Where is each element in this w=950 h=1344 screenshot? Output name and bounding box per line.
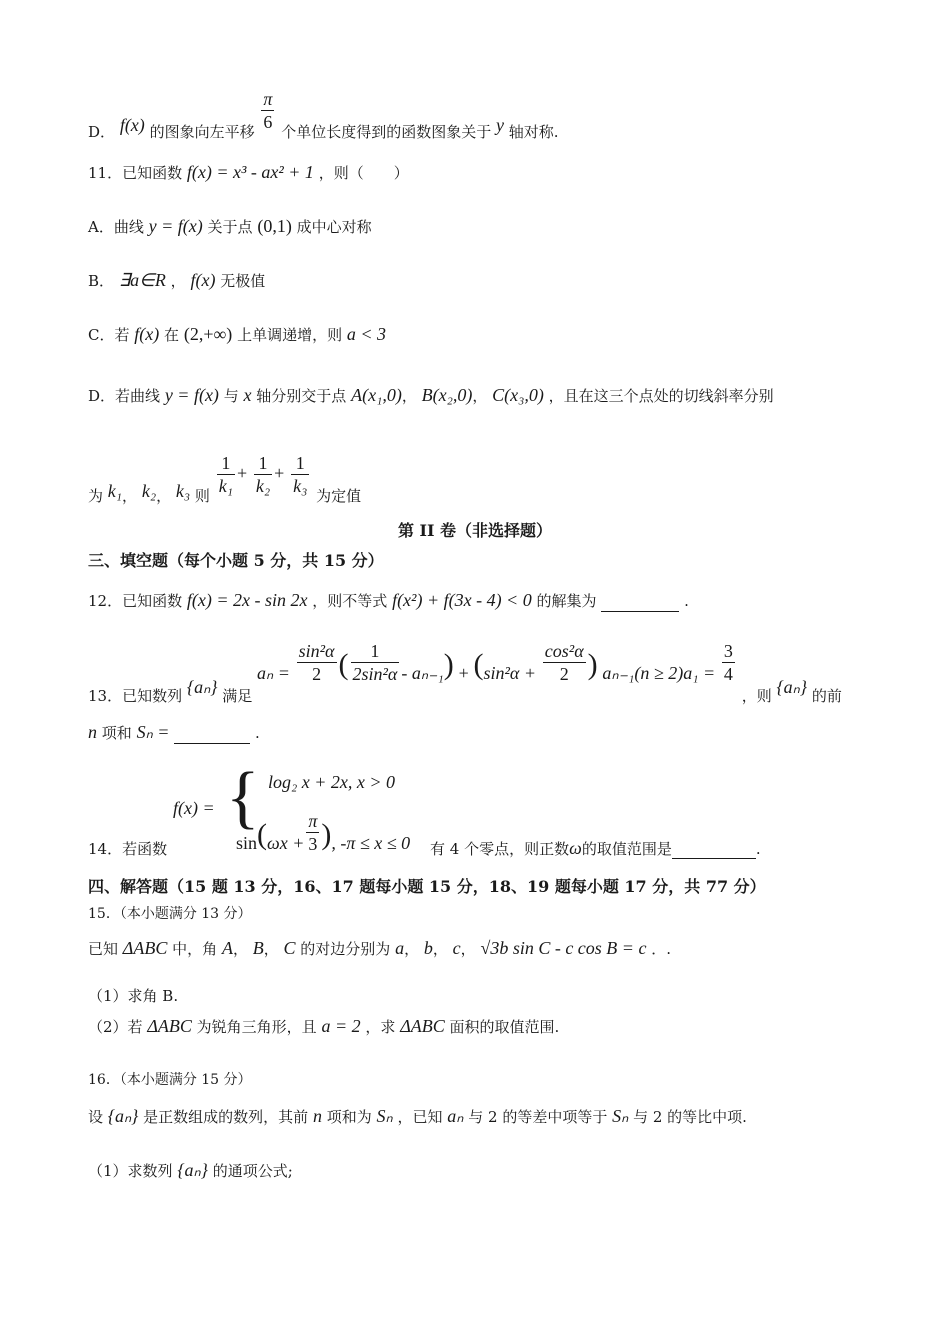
- fraction-1-k1: [217, 452, 235, 497]
- math-term: - aₙ₋₁: [401, 662, 444, 683]
- math-fx: f(x): [134, 324, 160, 344]
- text: 面积的取值范围.: [449, 1018, 560, 1036]
- frac-den: 2sin²α: [352, 664, 398, 684]
- math-var: x: [243, 385, 252, 405]
- section3-heading: 三、填空题（每个小题 5 分，共 15 分）: [88, 551, 384, 570]
- math-point-b: B(x₂,0): [421, 385, 473, 405]
- math-formula: y = f(x): [148, 216, 203, 236]
- fraction-pi-6: [261, 88, 274, 133]
- q15-part2: [88, 1016, 559, 1037]
- text: 项和: [101, 724, 132, 742]
- math-var: A: [221, 938, 233, 958]
- answer-blank[interactable]: [672, 840, 756, 859]
- text: 的对边分别为: [300, 940, 391, 958]
- math-var: c: [452, 938, 461, 958]
- text: .: [684, 592, 689, 610]
- frac-den: 3: [308, 834, 318, 854]
- option-label: B．: [88, 272, 115, 290]
- math-var: C: [283, 938, 296, 958]
- math-equation: √3b sin C - c cos B = c: [480, 938, 647, 958]
- math-condition: a < 3: [346, 324, 387, 344]
- math-var: b: [423, 938, 433, 958]
- answer-blank[interactable]: [601, 591, 679, 612]
- frac-num: π: [263, 89, 273, 109]
- q14-tail: [430, 838, 761, 859]
- option-label: C．若: [88, 326, 130, 344]
- text: 成中心对称: [296, 218, 372, 236]
- text: 的图象向左平移: [149, 122, 255, 141]
- text: 与 2 的等差中项等于: [468, 1108, 608, 1126]
- question-text: 13．已知数列: [88, 686, 183, 705]
- text: .: [254, 724, 260, 742]
- frac-den: 2: [559, 664, 569, 684]
- q10-option-d: [88, 82, 559, 141]
- option-label: D．: [88, 122, 116, 141]
- text: 与: [223, 387, 239, 405]
- question-text: 14．若函数: [88, 840, 168, 858]
- math-omega: ω: [569, 838, 582, 858]
- math-seq: {aₙ}: [177, 1160, 208, 1180]
- text: 轴对称.: [508, 122, 559, 141]
- math-equation: a = 2: [321, 1016, 361, 1036]
- frac-num: 1: [291, 452, 309, 475]
- math-sn: Sₙ: [376, 1106, 393, 1126]
- question-text: 11．已知函数: [88, 164, 183, 182]
- text: .: [755, 840, 761, 858]
- math-sn: Sₙ: [612, 1106, 629, 1126]
- fraction-1-k2: [254, 452, 272, 497]
- text: 个单位长度得到的函数图象关于: [281, 122, 492, 141]
- text: 设: [88, 1108, 104, 1126]
- math-fx: f(x) =: [173, 798, 215, 818]
- math-seq: {aₙ}: [776, 676, 808, 697]
- math-case2: sin(ωx + $\frac{\pi}{3}$ ), -π ≤ x ≤ 0: [236, 811, 411, 854]
- text: ，: [170, 272, 186, 290]
- text: 的前: [811, 686, 842, 705]
- math-formula: f(x) = 2x - sin 2x: [186, 590, 308, 610]
- math-triangle: ΔABC: [122, 938, 168, 958]
- math-term: ωx +: [267, 832, 305, 853]
- math-interval: (2,+∞): [183, 324, 233, 344]
- text: 满足: [222, 686, 253, 705]
- q11-option-d: D．若曲线 y = f(x) 与 x 轴分别交于点 A(x₁,0)， B(x₂,0)， C(x₃,0) ，且在这三个点处的切线斜率分别: [88, 385, 774, 405]
- q12: [88, 590, 689, 612]
- text: 的解集为: [536, 592, 597, 610]
- frac-den: k₁: [218, 476, 233, 496]
- q11-option-c: [88, 324, 386, 345]
- math-seq: {aₙ}: [186, 676, 218, 697]
- frac-num: 1: [254, 452, 272, 475]
- frac-den: k₂: [255, 476, 271, 496]
- fraction-1-k3: [291, 452, 309, 497]
- frac-num: π: [308, 811, 318, 831]
- frac-num: cos²α: [544, 641, 584, 661]
- text: ，已知: [397, 1108, 443, 1126]
- math-op: +: [458, 662, 469, 683]
- math-point-c: C(x₃,0): [492, 385, 544, 405]
- frac-den: k₃: [293, 476, 308, 496]
- math-term: aₙ₋₁(n ≥ 2)a₁ =: [602, 662, 716, 683]
- math-formula: f(x) = x³ - ax² + 1: [186, 162, 314, 182]
- math-an: aₙ: [447, 1106, 464, 1126]
- q13: 13．已知数列 {aₙ} 满足 aₙ = $\frac{\text{sin²α}}{2}$ ( $\frac{1}{\text{2sin²α}}$ - aₙ₋₁) + (sin²α + $\frac{\text{cos²α}}{2}$ ) aₙ₋₁(n ≥ 2)a₁ = $\frac{3}{4}$ ，则 {aₙ} 的前: [88, 641, 842, 705]
- q13-line2: [88, 722, 260, 744]
- text: （2）若: [88, 1018, 143, 1036]
- text: 则: [194, 486, 210, 505]
- math-var: B: [252, 938, 264, 958]
- question-text: 12．已知函数: [88, 592, 183, 610]
- fraction-cos2-2: [543, 640, 586, 685]
- math-lhs: aₙ =: [257, 662, 290, 683]
- q16-stem: [88, 1106, 747, 1127]
- q15-part1: （1）求角 B.: [88, 987, 179, 1005]
- text: 在: [164, 326, 180, 344]
- math-seq: {aₙ}: [107, 1106, 139, 1126]
- text: 为定值: [316, 486, 362, 505]
- math-var: n: [88, 722, 97, 742]
- text: 是正数组成的数列，其前: [143, 1108, 309, 1126]
- q15-header: 15．（本小题满分 13 分）: [88, 906, 252, 922]
- math-k2: k₂: [141, 480, 157, 501]
- math-fn: sin: [236, 832, 258, 853]
- math-point-a: A(x₁,0): [351, 385, 402, 405]
- option-label: D．若曲线: [88, 387, 161, 405]
- brace-icon: {: [226, 759, 260, 836]
- text: 的通项公式;: [212, 1162, 293, 1180]
- q14: [0, 759, 950, 862]
- math-var: a: [395, 938, 405, 958]
- text: 有 4 个零点，则正数: [430, 840, 570, 858]
- q11-option-d-line2: 为 k₁， k₂， k₃ 则 $\frac{1}{\text{k₁}}$ + $\frac{1}{\text{k₂}}$ + $\frac{1}{\text{k₃}}$ 为定值: [88, 453, 362, 505]
- q11-stem: [88, 162, 409, 183]
- option-label: A．曲线: [88, 218, 144, 236]
- fraction-3-4: [722, 640, 735, 685]
- math-case1: log₂ x + 2x, x > 0: [268, 772, 396, 792]
- frac-den: 2: [312, 664, 322, 684]
- frac-den: 6: [263, 112, 273, 132]
- fraction-1-2sin2: [351, 640, 400, 685]
- math-inequality: f(x²) + f(3x - 4) < 0: [392, 590, 532, 610]
- math-k3: k₃: [175, 480, 191, 501]
- q15-stem: 已知 ΔABC 中，角 A， B， C 的对边分别为 a， b， c， √3b sin C - c cos B = c ．.: [88, 938, 671, 958]
- math-k1: k₁: [107, 480, 123, 501]
- text: 轴分别交于点: [256, 387, 347, 405]
- math-sn: Sₙ =: [136, 722, 170, 742]
- text: （1）求数列: [88, 1162, 173, 1180]
- q16-part1: [88, 1160, 293, 1181]
- math-point: (0,1): [257, 216, 292, 236]
- fraction-sin2-2: [297, 640, 337, 685]
- part2-title: 第 II 卷（非选择题）: [397, 521, 553, 540]
- frac-num: 1: [217, 452, 235, 475]
- text: ，则不等式: [312, 592, 388, 610]
- math-var: y: [495, 114, 504, 135]
- math-fx: f(x): [119, 114, 145, 135]
- text: 与 2 的等比中项.: [633, 1108, 747, 1126]
- text: 无极值: [220, 272, 266, 290]
- text: ．.: [651, 940, 671, 958]
- math-triangle: ΔABC: [400, 1016, 445, 1036]
- section4-heading: 四、解答题（15 题 13 分，16、17 题每小题 15 分，18、19 题每小题 17 分，共 77 分）: [88, 877, 766, 896]
- frac-num: 1: [351, 640, 400, 663]
- text: 已知: [88, 940, 119, 958]
- q11-option-b: [88, 270, 265, 291]
- math-cond: , -π ≤ x ≤ 0: [331, 832, 411, 853]
- text: ，则: [741, 686, 772, 705]
- math-formula: ∃a∈R: [118, 270, 166, 290]
- text: ，且在这三个点处的切线斜率分别: [548, 387, 774, 405]
- q11-option-a: [88, 216, 372, 237]
- q16-header: 16．（本小题满分 15 分）: [88, 1072, 252, 1088]
- frac-num: 3: [723, 641, 733, 661]
- text: 为: [88, 486, 104, 505]
- text: 上单调递增，则: [237, 326, 343, 344]
- answer-blank[interactable]: [174, 723, 250, 744]
- text: 为锐角三角形，且: [196, 1018, 317, 1036]
- text: 项和为: [326, 1108, 372, 1126]
- math-formula: y = f(x): [164, 385, 219, 405]
- text: 中，角: [172, 940, 218, 958]
- math-fx: f(x): [190, 270, 216, 290]
- fraction-pi-3: [306, 810, 319, 855]
- frac-den: 4: [723, 664, 733, 684]
- question-text: ，则（ ）: [318, 164, 409, 182]
- text: ，求: [365, 1018, 396, 1036]
- math-var: n: [312, 1106, 322, 1126]
- text: 关于点: [207, 218, 253, 236]
- text: 的取值范围是: [581, 840, 672, 858]
- frac-num: sin²α: [298, 641, 335, 661]
- math-term: sin²α +: [483, 662, 537, 683]
- math-triangle: ΔABC: [147, 1016, 192, 1036]
